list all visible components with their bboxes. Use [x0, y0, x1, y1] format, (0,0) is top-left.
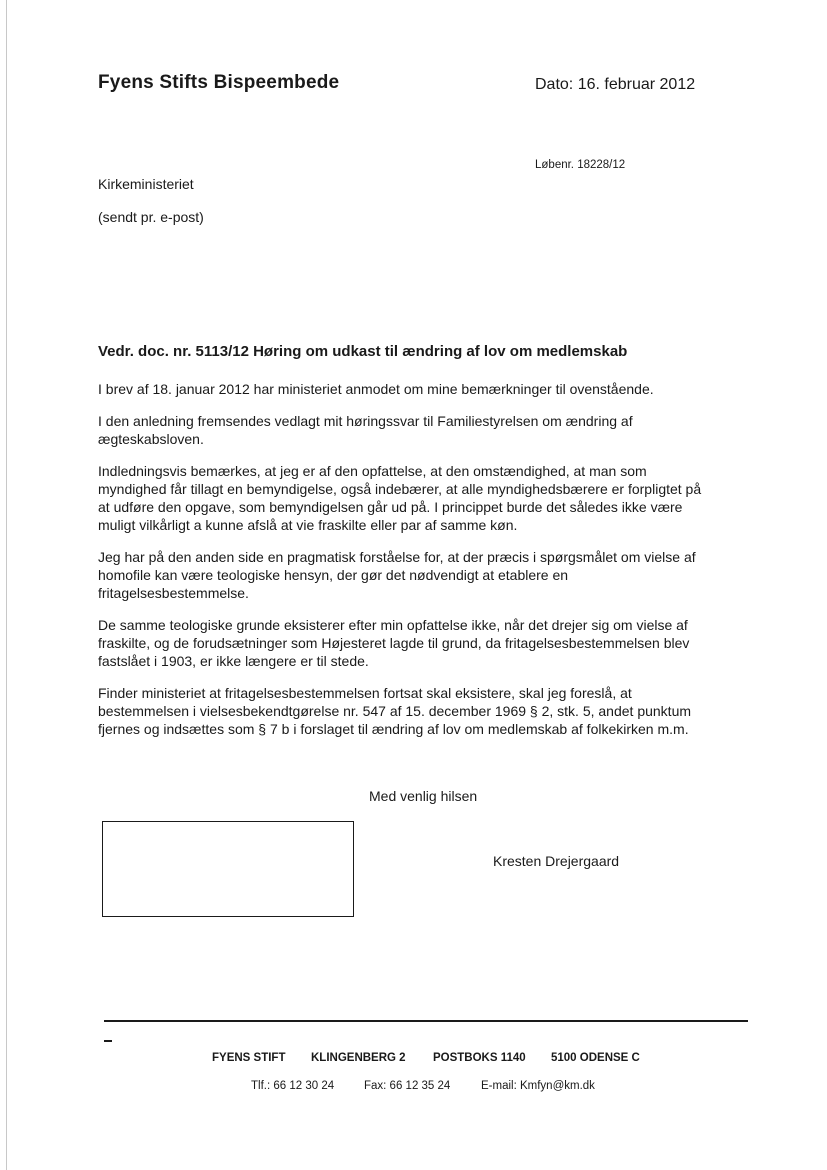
paragraph-line: Indledningsvis bemærkes, at jeg er af den opfattelse, at den omstændighed, at man som [98, 463, 647, 479]
paragraph-line: fjernes og indsættes som § 7 b i forslaget til ændring af lov om medlemskab af folkekirken m.m. [98, 721, 689, 737]
footer-email: E-mail: Kmfyn@km.dk [481, 1080, 595, 1092]
footer-dash-mark [104, 1040, 112, 1042]
paragraph-line: bestemmelsen i vielsesbekendtgørelse nr. 547 af 15. december 1969 § 2, stk. 5, andet punktum [98, 703, 692, 719]
footer-city: 5100 ODENSE C [551, 1052, 640, 1064]
footer-fax: Fax: 66 12 35 24 [364, 1080, 451, 1092]
scan-edge-line [6, 0, 7, 1170]
body-paragraph [98, 616, 738, 670]
body-paragraph [98, 548, 738, 602]
footer-pobox: POSTBOKS 1140 [433, 1052, 526, 1064]
paragraph-line: fastslået i 1903, er ikke længere er til stede. [98, 653, 369, 669]
paragraph-line: muligt vilkårligt a kunne afslå at vie fraskilte eller par af samme køn. [98, 517, 518, 533]
body-paragraph [98, 412, 738, 448]
paragraph-line: at udføre den opgave, som bemyndigelsen går ud på. I princippet burde det således ikke være [98, 499, 683, 515]
paragraph-line: I brev af 18. januar 2012 har ministeriet anmodet om mine bemærkninger til ovenstående. [98, 381, 654, 397]
body-paragraph [98, 380, 738, 398]
reference-number: Løbenr. 18228/12 [535, 159, 626, 171]
paragraph-line: I den anledning fremsendes vedlagt mit høringssvar til Familiestyrelsen om ændring af [98, 413, 633, 429]
sent-via-note: (sendt pr. e-post) [98, 209, 204, 225]
paragraph-line: homofile kan være teologiske hensyn, der gør det nødvendigt at etablere en [98, 567, 569, 583]
body-paragraph [98, 684, 738, 738]
body-paragraph [98, 462, 738, 534]
footer-street: KLINGENBERG 2 [311, 1052, 406, 1064]
paragraph-line: Jeg har på den anden side en pragmatisk forståelse for, at der præcis i spørgsmålet om vielse af [98, 549, 696, 565]
footer-org: FYENS STIFT [212, 1052, 286, 1064]
letter-date: Dato: 16. februar 2012 [535, 76, 696, 93]
closing-salutation: Med venlig hilsen [369, 788, 478, 804]
paragraph-line: myndighed får tillagt en bemyndigelse, også indebærer, at alle myndighedsbærere er forpligtet på [98, 481, 702, 497]
signer-name: Kresten Drejergaard [493, 853, 620, 869]
letter-subject: Vedr. doc. nr. 5113/12 Høring om udkast til ændring af lov om medlemskab [98, 343, 628, 360]
footer-divider [104, 1020, 748, 1022]
signature-box [102, 821, 354, 917]
letter-body [98, 380, 738, 752]
paragraph-line: De samme teologiske grunde eksisterer efter min opfattelse ikke, når det drejer sig om vielse af [98, 617, 688, 633]
paragraph-line: fraskilte, og de forudsætninger som Højesteret lagde til grund, da fritagelsesbestemmelsen blev [98, 635, 690, 651]
paragraph-line: ægteskabsloven. [98, 431, 204, 447]
paragraph-line: Finder ministeriet at fritagelsesbestemmelsen fortsat skal eksistere, skal jeg foreslå, at [98, 685, 632, 701]
recipient-name: Kirkeministeriet [98, 176, 194, 192]
paragraph-line: fritagelsesbestemmelse. [98, 585, 249, 601]
org-name: Fyens Stifts Bispeembede [98, 72, 340, 93]
footer-phone: Tlf.: 66 12 30 24 [251, 1080, 335, 1092]
